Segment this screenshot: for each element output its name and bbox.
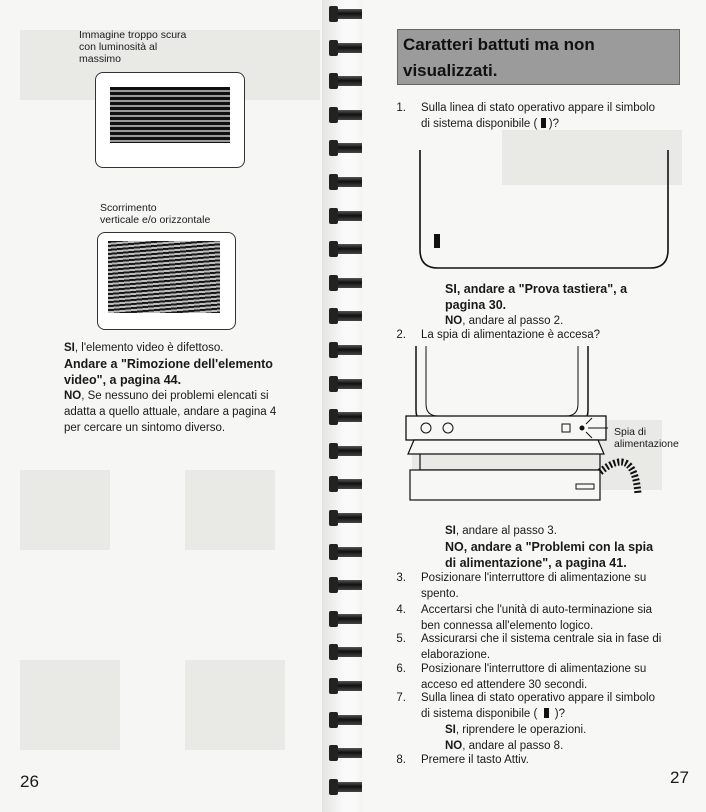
step-3-text: Posizionare l'interruttore di alimentazione su spento. [421,572,647,600]
scrolling-text-pattern [108,241,220,313]
dark-text-pattern [110,87,230,143]
monitor-base [408,440,604,454]
step-number: 2. [396,329,406,341]
monitor-bezel [406,416,606,440]
action-link-text: video", a pagina 44. [64,373,182,387]
step-7-answers: SI, riprendere le operazioni. NO, andare al passo 8. [445,724,587,752]
step-4-text: Accertarsi che l'unità di auto-terminazione sia ben connessa all'elemento logico. [421,604,653,632]
step-8-text: Premere il tasto Attiv. [421,754,529,766]
action-link-text: Andare a "Rimozione dell'elemento [64,357,273,371]
logic-element-base [410,470,600,500]
step-1-text: Sulla linea di stato operativo appare il simbolo di sistema disponibile ( )? [421,102,655,130]
step-1-answers: SI, andare a "Prova tastiera", a pagina 30. NO, andare al passo 2. [445,282,628,327]
step-5-text: Assicurarsi che il sistema centrale sia in fase di elaborazione. [421,633,662,661]
power-cable [600,462,638,494]
bleed-through-shadow [20,470,110,550]
step-number: 5. [396,633,406,645]
bleed-through-shadow [185,660,285,750]
caption-dark-image: Immagine troppo scura con luminosità al massimo [79,29,187,65]
monitor-diagram [404,344,704,502]
step-number: 1. [396,102,406,114]
section-heading: Caratteri battuti ma non visualizzati. [397,29,680,85]
page-number-left: 26 [20,772,39,791]
scrolling-screen-illustration [97,232,236,330]
system-available-symbol [541,118,546,128]
bleed-through-shadow [185,470,275,550]
step-number: 6. [396,663,406,675]
step-number: 7. [396,692,406,704]
step-number: 4. [396,604,406,616]
status-symbol [434,234,440,248]
screen-outline [420,150,668,268]
bleed-through-shadow [20,660,120,750]
step-2-answers: SI, andare al passo 3. NO, andare a "Problemi con la spia di alimentazione", a pagina 41. [445,525,654,570]
system-available-symbol [544,708,549,718]
answer-block: SI, l'elemento video è difettoso. Andare a "Rimozione dell'elemento video", a pagina 44. NO, Se nessuno dei problemi elencati si adatta a quello attuale, andare a pagina 4 per cercare un sintomo diverso. [64,340,324,436]
status-line-screen-diagram [418,150,672,274]
left-page [0,0,338,812]
dark-screen-illustration [95,72,245,168]
page-number-right: 27 [670,768,689,787]
step-2-text: La spia di alimentazione è accesa? [421,329,601,341]
step-number: 8. [396,754,406,766]
step-number: 3. [396,572,406,584]
indicator-label: Spia di alimentazione [614,426,679,450]
caption-scroll-image: Scorrimento verticale e/o orizzontale [100,202,211,226]
step-6-text: Posizionare l'interruttore di alimentazione su acceso ed attendere 30 secondi. [421,663,647,691]
power-indicator-light [580,426,585,431]
monitor-screen-outline [416,346,588,424]
step-7-text: Sulla linea di stato operativo appare il simbolo di sistema disponibile ( )? [421,692,655,720]
